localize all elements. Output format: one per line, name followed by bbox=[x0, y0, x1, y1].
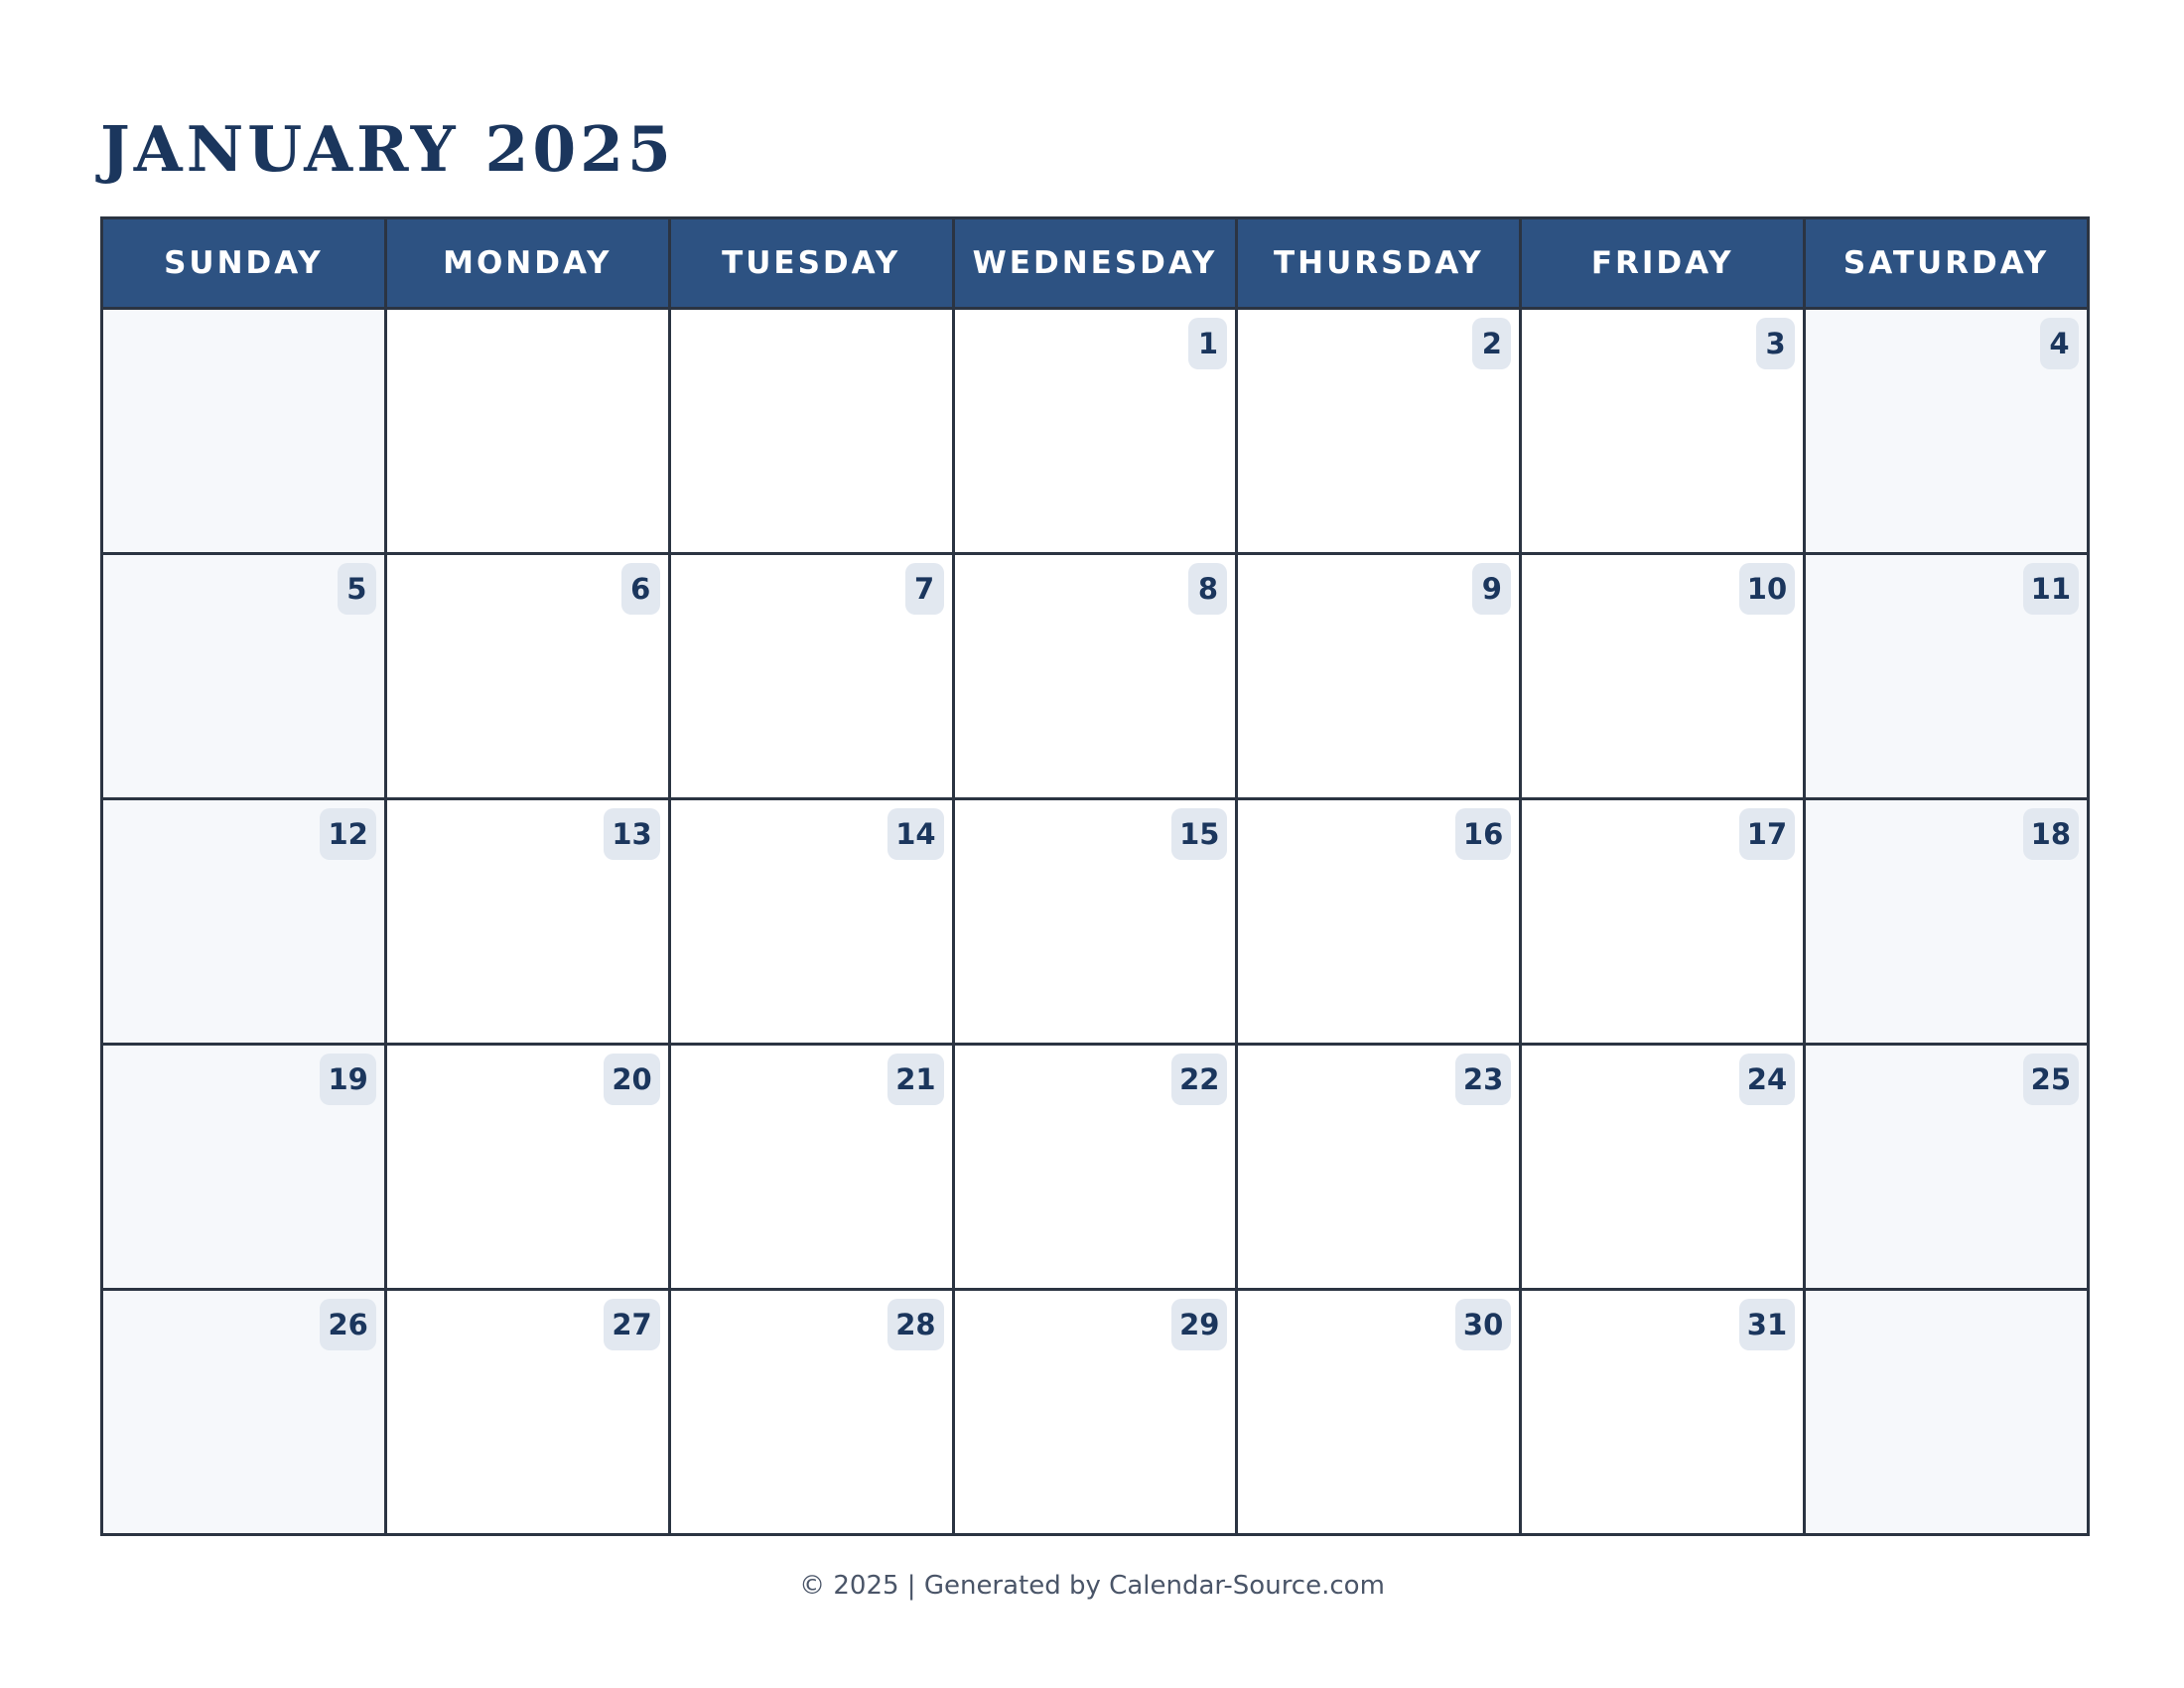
weekday-header-sunday: SUNDAY bbox=[103, 219, 384, 307]
weekday-header-saturday: SATURDAY bbox=[1806, 219, 2087, 307]
day-cell-empty bbox=[103, 310, 384, 552]
day-cell bbox=[1522, 555, 1803, 797]
day-cell bbox=[1806, 1046, 2087, 1288]
day-number: 28 bbox=[887, 1299, 943, 1350]
day-number: 26 bbox=[320, 1299, 375, 1350]
day-number: 27 bbox=[604, 1299, 659, 1350]
day-number: 7 bbox=[905, 563, 944, 615]
day-number: 30 bbox=[1455, 1299, 1511, 1350]
day-number: 4 bbox=[2040, 318, 2079, 369]
day-number: 8 bbox=[1188, 563, 1227, 615]
day-cell bbox=[103, 800, 384, 1043]
day-cell bbox=[955, 1291, 1236, 1533]
calendar-grid bbox=[100, 216, 2090, 1536]
day-number: 20 bbox=[604, 1054, 659, 1105]
day-cell bbox=[387, 800, 668, 1043]
day-number: 12 bbox=[320, 808, 375, 860]
day-cell bbox=[1806, 310, 2087, 552]
day-number: 9 bbox=[1472, 563, 1511, 615]
day-cell bbox=[1238, 1046, 1519, 1288]
day-number: 15 bbox=[1171, 808, 1227, 860]
weekday-header-thursday: THURSDAY bbox=[1238, 219, 1519, 307]
day-cell bbox=[955, 555, 1236, 797]
day-number: 13 bbox=[604, 808, 659, 860]
weekday-header-tuesday: TUESDAY bbox=[671, 219, 952, 307]
day-cell bbox=[955, 800, 1236, 1043]
day-cell bbox=[103, 555, 384, 797]
day-cell bbox=[671, 1046, 952, 1288]
day-number: 24 bbox=[1739, 1054, 1795, 1105]
day-number: 11 bbox=[2023, 563, 2079, 615]
weekday-header-monday: MONDAY bbox=[387, 219, 668, 307]
day-number: 23 bbox=[1455, 1054, 1511, 1105]
day-number: 6 bbox=[621, 563, 660, 615]
weekday-header-friday: FRIDAY bbox=[1522, 219, 1803, 307]
day-cell bbox=[1806, 555, 2087, 797]
day-number: 16 bbox=[1455, 808, 1511, 860]
day-cell bbox=[1238, 1291, 1519, 1533]
day-cell-empty bbox=[671, 310, 952, 552]
day-cell bbox=[1522, 1046, 1803, 1288]
page-title: JANUARY 2025 bbox=[100, 112, 675, 186]
day-number: 25 bbox=[2023, 1054, 2079, 1105]
weekday-header-wednesday: WEDNESDAY bbox=[955, 219, 1236, 307]
day-number: 17 bbox=[1739, 808, 1795, 860]
day-cell-empty bbox=[1806, 1291, 2087, 1533]
day-number: 31 bbox=[1739, 1299, 1795, 1350]
day-cell bbox=[1806, 800, 2087, 1043]
day-cell bbox=[1522, 800, 1803, 1043]
day-number: 5 bbox=[338, 563, 376, 615]
day-cell bbox=[1522, 1291, 1803, 1533]
day-cell bbox=[103, 1046, 384, 1288]
day-number: 10 bbox=[1739, 563, 1795, 615]
day-cell bbox=[387, 1291, 668, 1533]
day-cell bbox=[1522, 310, 1803, 552]
day-cell bbox=[387, 1046, 668, 1288]
day-cell bbox=[955, 1046, 1236, 1288]
day-number: 21 bbox=[887, 1054, 943, 1105]
day-number: 29 bbox=[1171, 1299, 1227, 1350]
day-cell bbox=[671, 800, 952, 1043]
day-cell bbox=[1238, 555, 1519, 797]
day-number: 19 bbox=[320, 1054, 375, 1105]
day-cell bbox=[387, 555, 668, 797]
day-number: 14 bbox=[887, 808, 943, 860]
day-cell bbox=[671, 555, 952, 797]
day-cell bbox=[671, 1291, 952, 1533]
day-number: 22 bbox=[1171, 1054, 1227, 1105]
day-cell bbox=[103, 1291, 384, 1533]
day-number: 18 bbox=[2023, 808, 2079, 860]
day-number: 1 bbox=[1188, 318, 1227, 369]
day-cell bbox=[955, 310, 1236, 552]
day-cell bbox=[1238, 800, 1519, 1043]
day-number: 3 bbox=[1756, 318, 1795, 369]
day-cell-empty bbox=[387, 310, 668, 552]
footer-credit: © 2025 | Generated by Calendar-Source.com bbox=[799, 1571, 1385, 1601]
day-cell bbox=[1238, 310, 1519, 552]
day-number: 2 bbox=[1472, 318, 1511, 369]
